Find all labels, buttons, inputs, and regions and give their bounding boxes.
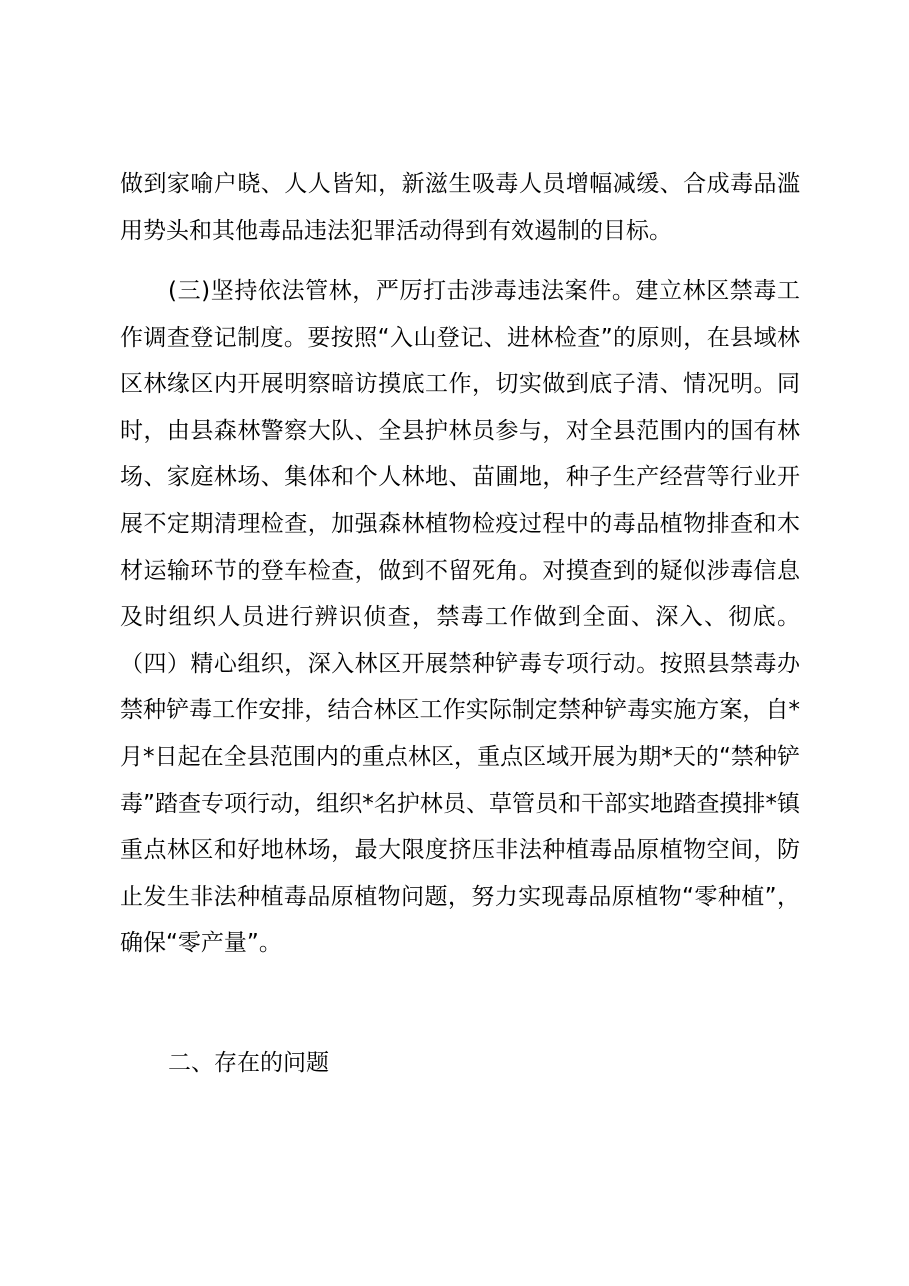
paragraph-forest-drug-enforcement: (三)坚持依法管林，严厉打击涉毒违法案件。建立林区禁毒工作调查登记制度。要按照“入山登记、进林检查”的原则，在县域林区林缘区内开展明察暗访摸底工作，切实做到底子清、情况明。同时，由县森林警察大队、全县护林员参与，对全县范围内的国有林场、家庭林场、集体和个人林地、苗圃地，种子生产经营等行业开展不定期清理检查，加强森林植物检疫过程中的毒品植物排查和木材运输环节的登车检查，做到不留死角。对摸查到的疑似涉毒信息及时组织人员进行辨识侦查，禁毒工作做到全面、深入、彻底。（四）精心组织，深入林区开展禁种铲毒专项行动。按照县禁毒办禁种铲毒工作安排，结合林区工作实际制定禁种铲毒实施方案，自*月*日起在全县范围内的重点林区，重点区域开展为期*天的“禁种铲毒”踏查专项行动，组织*名护林员、草管员和干部实地踏查摸排*镇重点林区和好地林场，最大限度挤压非法种植毒品原植物空间，防止发生非法种植毒品原植物问题，努力实现毒品原植物“零种植”，确保“零产量”。 — [120, 278, 800, 957]
paragraph-goal-continuation: 做到家喻户晓、人人皆知，新滋生吸毒人员增幅减缓、合成毒品滥用势头和其他毒品违法犯罪活动得到有效遏制的目标。 — [120, 171, 800, 244]
section-heading-problems: 二、存在的问题 — [168, 1050, 329, 1076]
